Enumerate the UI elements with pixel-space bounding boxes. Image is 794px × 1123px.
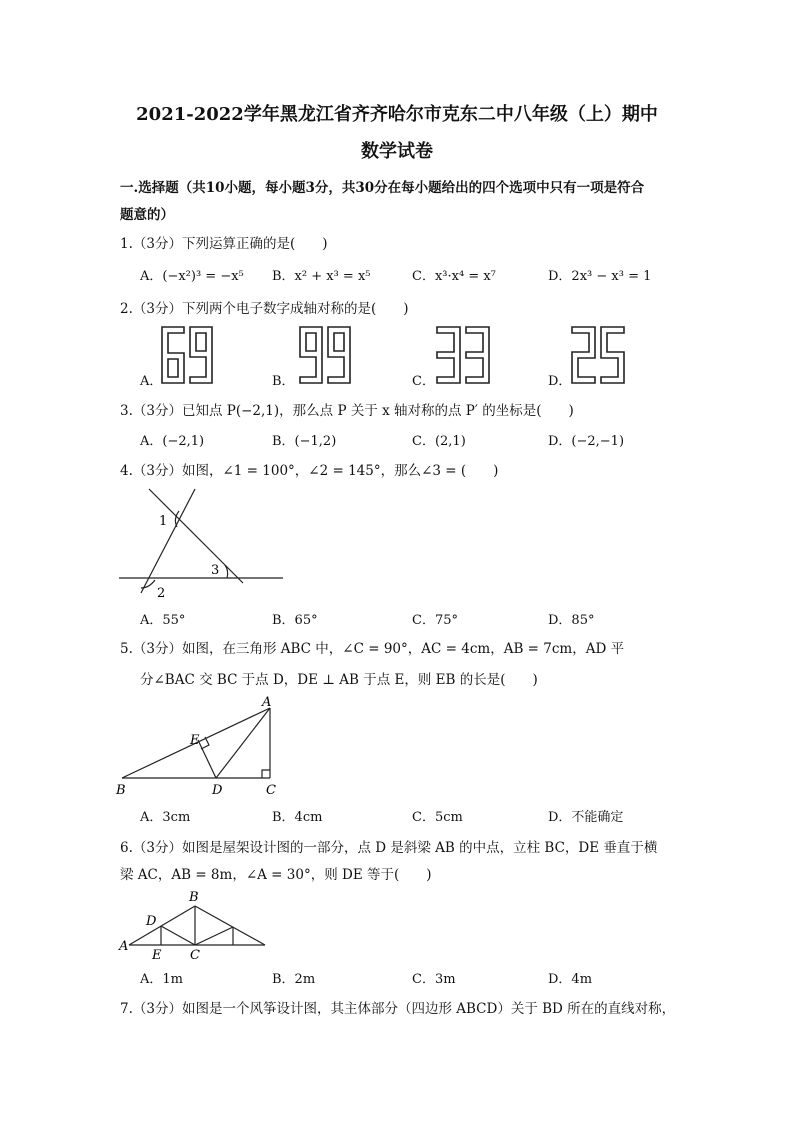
q2-option-d-letter[interactable]: D． <box>548 374 572 389</box>
question-6-stem-line2: 梁 AC，AB = 8m，∠A = 30°，则 DE 等于( ) <box>120 867 432 883</box>
question-5-stem-line1: 5.（3分）如图，在三角形 ABC 中，∠C = 90°，AC = 4cm，AB = 7cm，AD 平 <box>120 641 625 657</box>
section-heading: 一.选择题（共10小题，每小题3分，共30分在每小题给出的四个选项中只有一项是符合 <box>120 180 645 196</box>
q4-label-2: 2 <box>157 586 166 601</box>
q5-label-a: A <box>262 695 272 710</box>
q6-option-d[interactable]: D．4m <box>548 972 593 987</box>
q1-option-b[interactable]: B．x² + x³ = x⁵ <box>272 269 371 284</box>
q5-triangle-figure <box>112 694 284 802</box>
question-2-stem: 2.（3分）下列两个电子数字成轴对称的是( ) <box>120 301 409 317</box>
q5-option-d[interactable]: D．不能确定 <box>548 810 624 825</box>
q2-digits-99-icon <box>298 325 354 387</box>
q2-digits-25-icon <box>570 325 628 387</box>
q6-label-a: A <box>119 939 129 954</box>
q6-label-d: D <box>146 914 157 929</box>
page-title-line2: 数学试卷 <box>361 141 433 162</box>
q6-label-b: B <box>189 890 199 905</box>
page-title-line1: 2021-2022学年黑龙江省齐齐哈尔市克东二中八年级（上）期中 <box>136 104 658 125</box>
q4-option-b[interactable]: B．65° <box>272 613 318 628</box>
q6-label-e: E <box>152 948 162 963</box>
section-heading-cont: 题意的） <box>120 207 174 223</box>
q4-option-a[interactable]: A．55° <box>140 613 186 628</box>
question-4-stem: 4.（3分）如图，∠1 = 100°，∠2 = 145°，那么∠3 = ( ) <box>120 463 499 479</box>
question-1-stem: 1.（3分）下列运算正确的是( ) <box>120 236 328 252</box>
q2-option-c-letter[interactable]: C． <box>412 374 435 389</box>
q5-label-c: C <box>266 783 276 798</box>
q4-option-c[interactable]: C．75° <box>412 613 458 628</box>
question-6-stem-line1: 6.（3分）如图是屋架设计图的一部分，点 D 是斜梁 AB 的中点，立柱 BC，DE 垂直于横 <box>120 840 658 856</box>
q1-option-c[interactable]: C．x³·x⁴ = x⁷ <box>412 269 496 284</box>
q5-label-b: B <box>116 783 126 798</box>
question-3-stem: 3.（3分）已知点 P(−2,1)，那么点 P 关于 x 轴对称的点 P′ 的坐标是( ) <box>120 403 574 419</box>
q6-option-a[interactable]: A．1m <box>140 972 183 987</box>
question-7-stem: 7.（3分）如图是一个风筝设计图，其主体部分（四边形 ABCD）关于 BD 所在的直线对称， <box>120 1001 676 1017</box>
q2-digits-33-icon <box>435 325 493 387</box>
q4-label-3: 3 <box>211 563 220 578</box>
q1-option-d[interactable]: D．2x³ − x³ = 1 <box>548 269 652 284</box>
q4-angle-figure <box>115 485 287 605</box>
q6-option-c[interactable]: C．3m <box>412 972 456 987</box>
q1-option-a[interactable]: A．(−x²)³ = −x⁵ <box>140 269 244 284</box>
q5-option-b[interactable]: B．4cm <box>272 810 323 825</box>
q5-option-a[interactable]: A．3cm <box>140 810 191 825</box>
q3-option-d[interactable]: D．(−2,−1) <box>548 434 625 449</box>
q3-option-c[interactable]: C．(2,1) <box>412 434 466 449</box>
q6-label-c: C <box>190 948 200 963</box>
q5-label-d: D <box>212 783 223 798</box>
q4-label-1: 1 <box>159 514 168 529</box>
q3-option-b[interactable]: B．(−1,2) <box>272 434 337 449</box>
q2-digits-69-icon <box>160 325 216 387</box>
q2-option-b-letter[interactable]: B． <box>272 374 295 389</box>
q6-option-b[interactable]: B．2m <box>272 972 316 987</box>
q3-option-a[interactable]: A．(−2,1) <box>140 434 205 449</box>
q4-option-d[interactable]: D．85° <box>548 613 595 628</box>
q5-label-e: E <box>190 733 200 748</box>
q2-option-a-letter[interactable]: A． <box>140 374 163 389</box>
q5-option-c[interactable]: C．5cm <box>412 810 463 825</box>
question-5-stem-line2: 分∠BAC 交 BC 于点 D，DE ⊥ AB 于点 E，则 EB 的长是( ) <box>140 672 538 688</box>
q6-roof-truss-figure <box>115 888 271 964</box>
